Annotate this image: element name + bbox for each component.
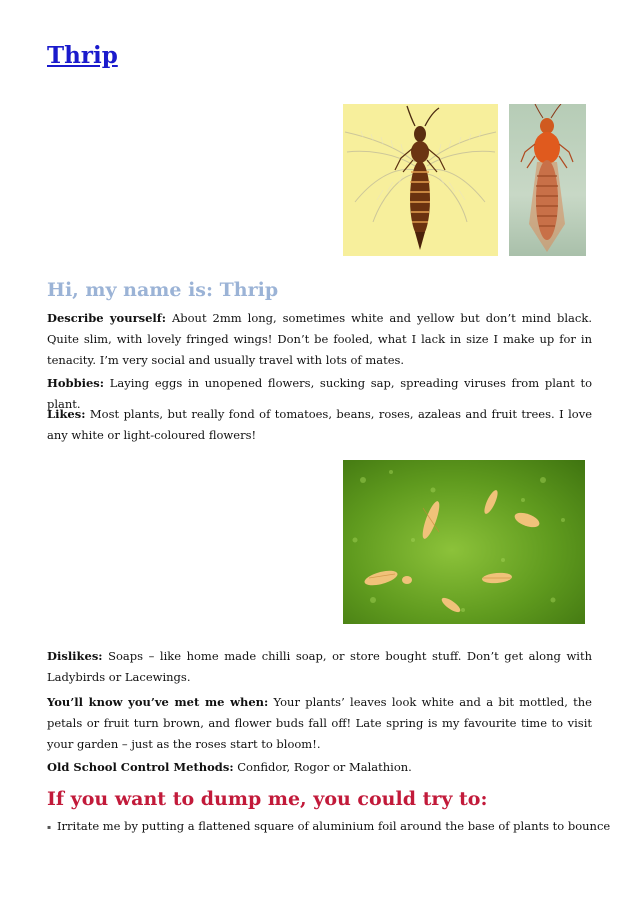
dislikes-paragraph bbox=[47, 646, 592, 688]
dislikes-text: Soaps – like home made chilli soap, or store bought stuff. Don’t get along with Ladybirds or Lacewings. bbox=[47, 649, 592, 684]
list-item-text: Irritate me by putting a flattened square of aluminium foil around the base of plants to bounce bbox=[57, 819, 611, 833]
thrip-larvae-photo bbox=[343, 460, 585, 624]
old-school-paragraph bbox=[47, 757, 592, 778]
likes-text: Most plants, but really fond of tomatoes, beans, roses, azaleas and fruit trees. I love any white or light-coloured flowers! bbox=[47, 407, 592, 442]
know-text: Your plants’ leaves look white and a bit mottled, the petals or fruit turn brown, and flower buds fall off! Late spring is my favourite time to visit your garden – just as the roses start to bloom!. bbox=[47, 695, 592, 751]
describe-text: About 2mm long, sometimes white and yellow but don’t mind black. Quite slim, with lovely fringed wings! Don’t be fooled, what I lack in size I make up for in tenacity. I’m very social and usually travel with lots of mates. bbox=[47, 311, 592, 367]
list-item bbox=[47, 816, 611, 838]
hobbies-label: Hobbies: bbox=[47, 376, 105, 390]
thrip-winged-photo bbox=[343, 104, 498, 256]
likes-label: Likes: bbox=[47, 407, 86, 421]
old-school-label: Old School Control Methods: bbox=[47, 760, 234, 774]
know-paragraph bbox=[47, 692, 592, 755]
know-label: You’ll know you’ve met me when: bbox=[47, 695, 269, 709]
describe-paragraph bbox=[47, 308, 592, 371]
dump-heading: If you want to dump me, you could try to: bbox=[47, 788, 488, 810]
dislikes-label: Dislikes: bbox=[47, 649, 103, 663]
name-heading: Hi, my name is: Thrip bbox=[47, 279, 279, 301]
thrip-orange-photo bbox=[509, 104, 586, 256]
page-title-link[interactable]: Thrip bbox=[47, 42, 118, 69]
old-school-text: Confidor, Rogor or Malathion. bbox=[233, 760, 412, 774]
describe-label: Describe yourself: bbox=[47, 311, 166, 325]
hobbies-text: Laying eggs in unopened flowers, sucking sap, spreading viruses from plant to plant. bbox=[47, 376, 592, 411]
bullet-marker: ▪ bbox=[47, 823, 52, 831]
likes-paragraph bbox=[47, 404, 592, 446]
